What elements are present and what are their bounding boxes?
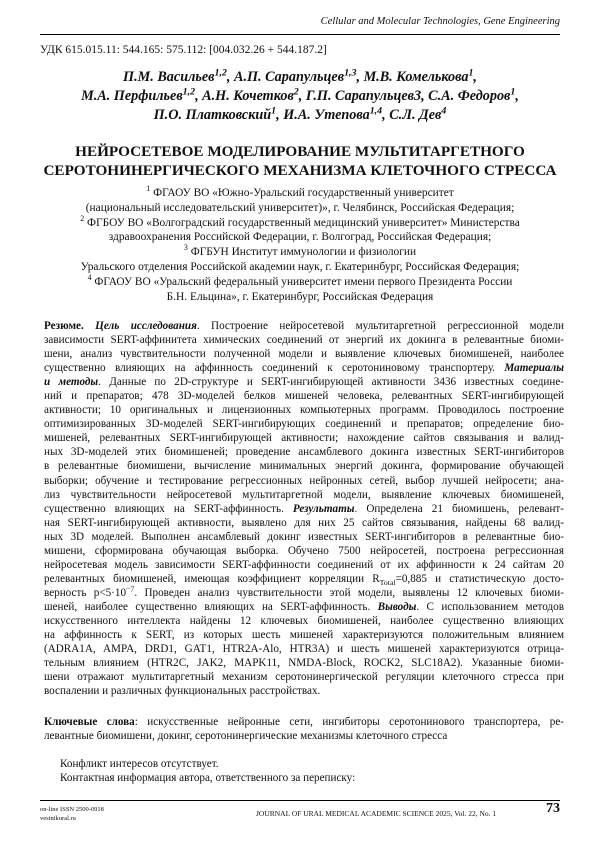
article-page: [0, 0, 600, 848]
abstract-line: шеней, наиболее существенно влияющих на SERT-аффинность. Выводы. С использованием методов: [44, 600, 564, 614]
conflict-of-interest: [60, 757, 355, 785]
abstract-line: шени отражают мультитаргетный механизм серотонинергической регуляции клеточного стресса при: [44, 670, 564, 684]
abstract-line: оптимизированных 3D-моделей SERT-ингибирующих соединений и препаратов; определение био-: [44, 417, 564, 431]
footer-rule: [40, 800, 560, 801]
abstract-line: релевантных биомишеней, имеющая коэффициент корреляции RTotal=0,885 и статистическую досто-: [44, 572, 564, 586]
results-label: Результаты: [293, 503, 355, 515]
author-line: П.М. Васильев1,2, А.П. Сарапульцев1,3, М.В. Комелькова1,: [40, 68, 560, 87]
keywords-line: левантные биомишени, докинг, серотонинергические механизмы клеточного стресса: [44, 729, 564, 743]
title-line: СЕРОТОНИНЕРГИЧЕСКОГО МЕХАНИЗМА КЛЕТОЧНОГО СТРЕССА: [40, 161, 560, 180]
title-line: НЕЙРОСЕТЕВОЕ МОДЕЛИРОВАНИЕ МУЛЬТИТАРГЕТНОГО: [40, 142, 560, 161]
methods-label-part2: и методы: [44, 376, 98, 388]
page-number: 73: [546, 801, 560, 817]
article-title: [40, 142, 560, 180]
abstract-line: выборки; обучение и тестирование регрессионных нейронных сетей, выбор лучшей нейросети; ана-: [44, 474, 564, 488]
footer-issn-block: [40, 806, 104, 823]
conflict-line: Конфликт интересов отсутствует.: [60, 757, 355, 771]
affiliation-line: 2 ФГБОУ ВО «Волгоградский государственный медицинский университет» Министерства: [40, 216, 560, 231]
footer-issn: on-line ISSN 2500-0918: [40, 806, 104, 815]
affiliation-line: здравоохранения Российской Федерации, г. Волгоград, Российская Федерация;: [40, 230, 560, 245]
conclusions-label: Выводы: [378, 601, 417, 613]
abstract-line: (ADRA1A, AMPA, DRD1, GAT1, HTR2A-Alo, HTR3A) и шесть мишеней характеризуются отрица-: [44, 642, 564, 656]
affiliation-line: 1 ФГАОУ ВО «Южно-Уральский государственный университет: [40, 186, 560, 201]
abstract-line: на аффинность к SERT, из которых шесть мишеней характеризуются положительным влиянием: [44, 628, 564, 642]
aim-label: Цель исследования: [95, 320, 197, 332]
abstract-line: существенно влияющих на аффинность соединений к серотониновому транспортеру. Материалы: [44, 361, 564, 375]
methods-label-part1: Материалы: [504, 362, 564, 374]
abstract-line: воспалении и различных функциональных расстройствах.: [44, 684, 564, 698]
affiliation-line: Б.Н. Ельцина», г. Екатеринбург, Российская Федерация: [40, 290, 560, 305]
abstract: [44, 319, 564, 698]
keywords: [44, 715, 564, 743]
contact-line: Контактная информация автора, ответственного за переписку:: [60, 771, 355, 785]
abstract-line: шени, анализ чувствительности полученной модели и выявление ключевых биомишеней, наиболее: [44, 347, 564, 361]
affiliation-line: (национальный исследовательский университет)», г. Челябинск, Российская Федерация;: [40, 201, 560, 216]
abstract-line: тельным влиянием (HTR2C, JAK2, MAPK11, NMDA-Block, ROCK2, SLC18A2). Указанные биоми-: [44, 656, 564, 670]
abstract-line: Резюме. Цель исследования. Построение нейросетевой мультитаргетной регрессионной модели: [44, 319, 564, 333]
udc-code: УДК 615.015.11: 544.165: 575.112: [004.032.26 + 544.187.2]: [40, 44, 327, 56]
abstract-line: ний и препаратов; 478 3D-моделей белков мишеней человека, релевантных SERT-ингибирующей: [44, 389, 564, 403]
footer-journal: JOURNAL OF URAL MEDICAL ACADEMIC SCIENCE 2025, Vol. 22, No. 1: [256, 809, 496, 818]
abstract-line: искусственного интеллекта найдены 12 ключевых биомишеней, наиболее существенно влияющих: [44, 614, 564, 628]
abstract-line: активности; 10 оригинальных и лицензионных компьютерных программ. Проводилось построение: [44, 403, 564, 417]
running-header: [40, 12, 560, 35]
affiliations: [40, 186, 560, 304]
abstract-line: ных 3D моделей. Выполнен ансамблевый докинг известных SERT-ингибиторов в релевантные био-: [44, 530, 564, 544]
running-title: Cellular and Molecular Technologies, Gene Engineering: [321, 16, 560, 27]
abstract-line: ных 3D-моделей этих биомишеней; проведение ансамблевого докинга известных SERT-ингибиторов: [44, 445, 564, 459]
affiliation-line: 4 ФГАОУ ВО «Уральский федеральный университет имени первого Президента России: [40, 275, 560, 290]
affiliation-line: 3 ФГБУН Институт иммунологии и физиологии: [40, 245, 560, 260]
affiliation-line: Уральского отделения Российской академии наук, г. Екатеринбург, Российская Федерация;: [40, 260, 560, 275]
summary-label: Резюме.: [44, 320, 84, 332]
abstract-line: лиз чувствительности нейросетевой мультитаргетной модели, выявление ключевых биомишеней,: [44, 488, 564, 502]
author-list: [40, 68, 560, 125]
author-line: П.О. Платковский1, И.А. Утепова1,4, С.Л. Дев4: [40, 106, 560, 125]
abstract-line: мишени, сформирована обучающая выборка. Обучено 7500 нейросетей, построена регрессионная: [44, 544, 564, 558]
abstract-line: верность p<5·10−7. Проведен анализ чувствительности этой модели, выявлены 12 ключевых биоми-: [44, 586, 564, 600]
author-line: М.А. Перфильев1,2, А.Н. Кочетков2, Г.П. Сарапульцев3, С.А. Федоров1,: [40, 87, 560, 106]
keywords-line: Ключевые слова: искусственные нейронные сети, ингибиторы серотонинового транспортера, ре-: [44, 715, 564, 729]
abstract-line: мишеней, релевантных SERT-ингибирующей активности; нахождение сайтов связывания и валид-: [44, 431, 564, 445]
abstract-line: существенно влияющих на SERT-аффинность. Результаты. Определена 21 биомишень, релевант-: [44, 502, 564, 516]
keywords-label: Ключевые слова: [44, 716, 135, 728]
footer-site-link[interactable]: vestnikural.ru: [40, 815, 104, 824]
abstract-line: в релевантные биомишени, вычисление минимальных энергий докинга, формирование обучающей: [44, 459, 564, 473]
abstract-line: и методы. Данные по 2D-структуре и SERT-ингибирующей активности 3436 известных соедине-: [44, 375, 564, 389]
abstract-line: нейросетевая модель зависимости SERT-аффинности соединений от их аффинности к 24 сайтам 20: [44, 558, 564, 572]
abstract-line: зависимости SERT-аффинитета химических соединений от энергий их докинга в релевантные биоми-: [44, 333, 564, 347]
abstract-line: ная SERT-ингибирующей активности, выявлено для них 25 сайтов связывания, найдены 68 валид-: [44, 516, 564, 530]
